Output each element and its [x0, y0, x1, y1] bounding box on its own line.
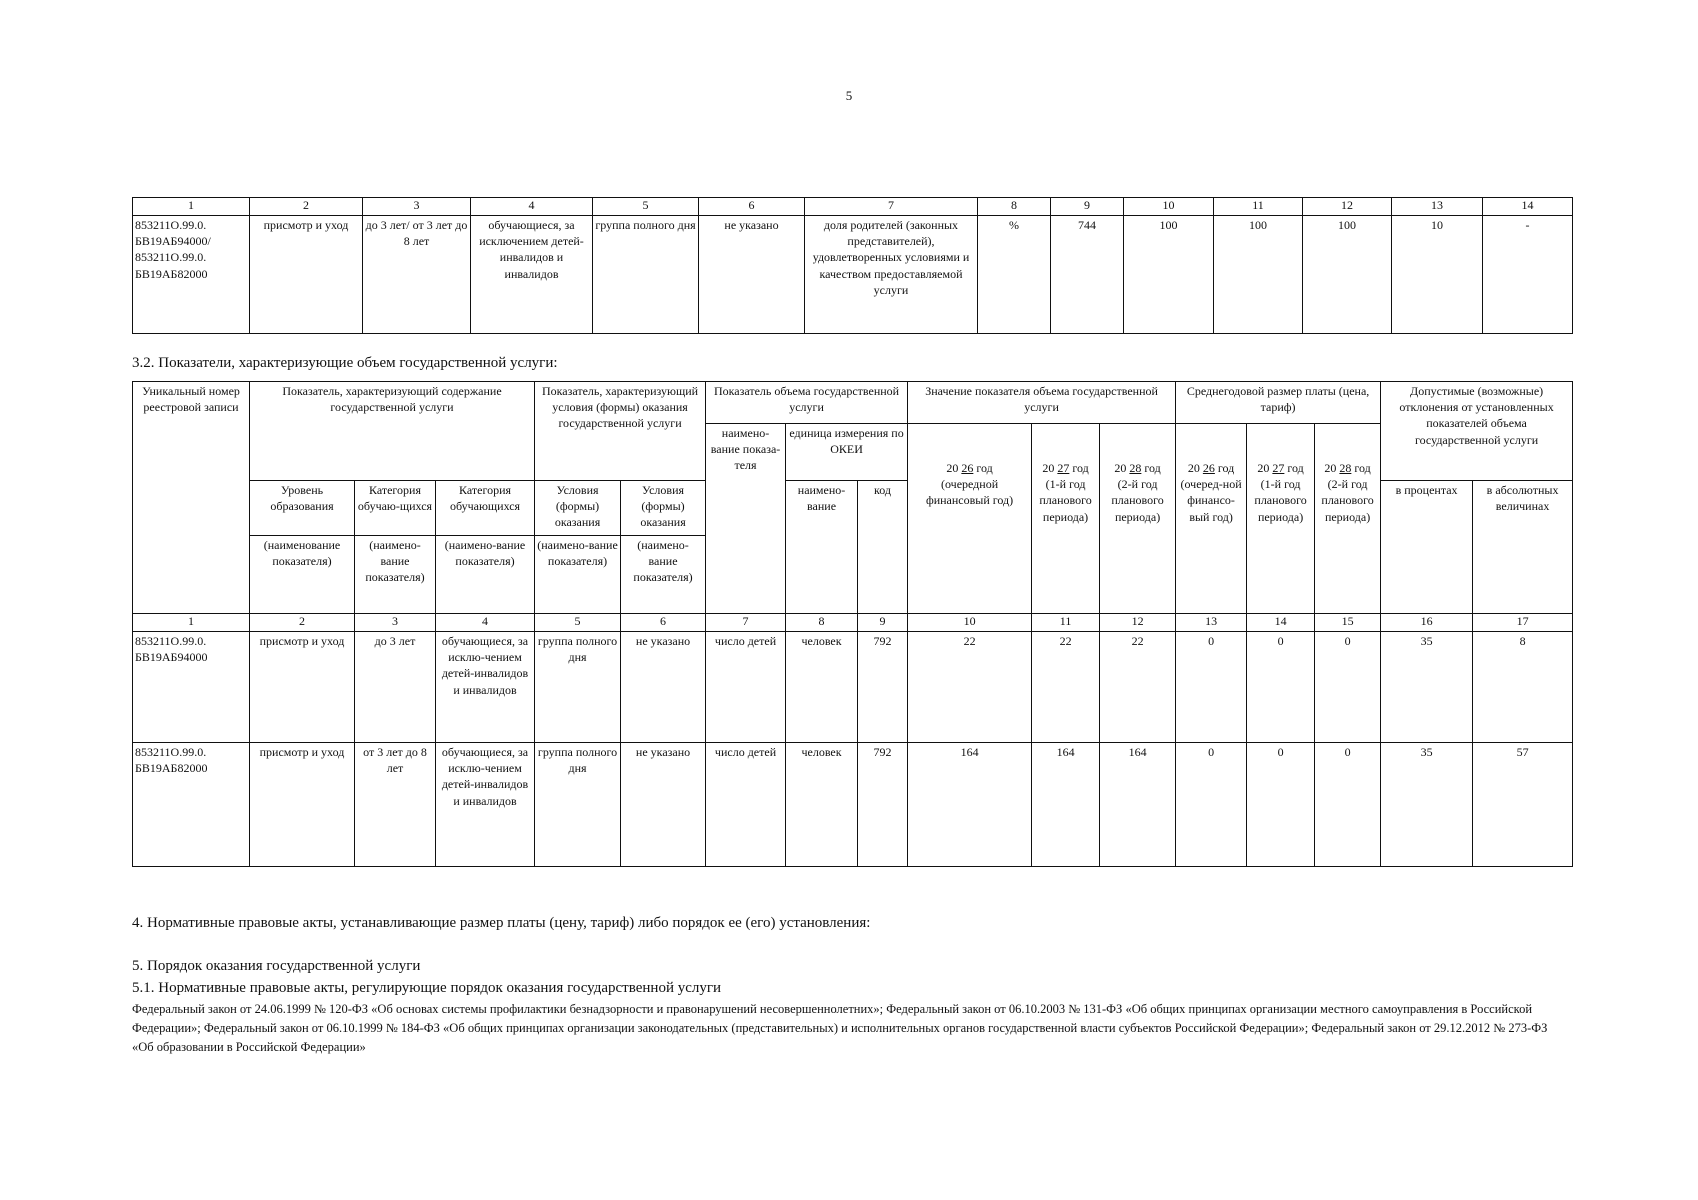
year-suffix: год [1069, 461, 1089, 475]
year-27: 27 [1057, 461, 1070, 475]
table-cell: обучающиеся, за исключением детей-инвалидов и инвалидов [471, 216, 593, 334]
column-number: 2 [250, 198, 363, 216]
table-cell: человек [786, 632, 858, 743]
table-cell: обучающиеся, за исклю-чением детей-инвалидов и инвалидов [436, 632, 535, 743]
year-prefix: 20 [1114, 461, 1127, 475]
table-cell: 0 [1247, 632, 1315, 743]
table-cell: 0 [1176, 743, 1247, 867]
column-number: 13 [1392, 198, 1483, 216]
table-cell: 100 [1124, 216, 1214, 334]
year-prefix: 20 [946, 461, 959, 475]
column-number: 8 [978, 198, 1051, 216]
column-number: 12 [1303, 198, 1392, 216]
column-number: 3 [355, 614, 436, 632]
year-suffix: год [973, 461, 993, 475]
column-number: 4 [471, 198, 593, 216]
header-param-name: (наименование показателя) [250, 536, 355, 614]
column-number: 15 [1315, 614, 1381, 632]
column-number: 2 [250, 614, 355, 632]
header-volume-indicator: Показатель объема государственной услуги [706, 382, 908, 424]
year-prefix: 20 [1257, 461, 1270, 475]
table-cell: не указано [621, 632, 706, 743]
column-number: 9 [858, 614, 908, 632]
year-suffix: год [1214, 461, 1235, 475]
table-cell: число детей [706, 743, 786, 867]
header-unit-code: код [858, 481, 908, 614]
table-cell: 164 [1032, 743, 1100, 867]
column-number: 9 [1051, 198, 1124, 216]
quality-indicators-table [132, 197, 1573, 334]
registry-number-cell: 853211О.99.0. БВ19АБ94000/ 853211О.99.0. БВ19АБ82000 [133, 216, 250, 334]
column-number: 10 [908, 614, 1032, 632]
year-prefix: 20 [1042, 461, 1055, 475]
section-5-1-heading: 5.1. Нормативные правовые акты, регулирующие порядок оказания государственной услуги [132, 980, 722, 996]
column-number: 5 [535, 614, 621, 632]
header-average-fee: Среднегодовой размер платы (цена, тариф) [1176, 382, 1381, 424]
header-value-year-3 [1100, 424, 1176, 614]
header-param-name: (наимено-вание показателя) [436, 536, 535, 614]
table-cell: обучающиеся, за исклю-чением детей-инвалидов и инвалидов [436, 743, 535, 867]
table-cell: 35 [1381, 743, 1473, 867]
year-prefix: 20 [1187, 461, 1200, 475]
section-5-heading: 5. Порядок оказания государственной услуги [132, 958, 421, 974]
column-number: 6 [621, 614, 706, 632]
header-volume-value: Значение показателя объема государственной услуги [908, 382, 1176, 424]
table-cell: 164 [1100, 743, 1176, 867]
table-cell: группа полного дня [593, 216, 699, 334]
table-cell: присмотр и уход [250, 216, 363, 334]
header-unique-number: Уникальный номер реестровой записи [133, 382, 250, 614]
table-cell: 35 [1381, 632, 1473, 743]
column-number: 1 [133, 614, 250, 632]
year-prefix: 20 [1324, 461, 1337, 475]
column-number: 5 [593, 198, 699, 216]
year-28: 28 [1129, 461, 1142, 475]
table-cell: от 3 лет до 8 лет [355, 743, 436, 867]
table-cell: присмотр и уход [250, 632, 355, 743]
table-cell: до 3 лет [355, 632, 436, 743]
table-cell: 744 [1051, 216, 1124, 334]
year-note: (2-й год планового периода) [1321, 477, 1374, 524]
year-26: 26 [1202, 461, 1215, 475]
header-fee-year-2 [1247, 424, 1315, 614]
table-cell: 792 [858, 632, 908, 743]
year-28: 28 [1339, 461, 1352, 475]
column-number: 14 [1483, 198, 1573, 216]
header-condition-2: Условия (формы) оказания [621, 481, 706, 536]
header-allowed-deviation: Допустимые (возможные) отклонения от установленных показателей объема государственной услуги [1381, 382, 1573, 481]
header-param-name: (наимено-вание показателя) [621, 536, 706, 614]
header-category-2: Категория обучающихся [436, 481, 535, 536]
table-cell: 57 [1473, 743, 1573, 867]
header-condition-1: Условия (формы) оказания [535, 481, 621, 536]
header-row-1 [133, 382, 1573, 424]
header-value-year-2 [1032, 424, 1100, 614]
table-cell: 0 [1315, 743, 1381, 867]
registry-number-cell: 853211О.99.0. БВ19АБ94000 [133, 632, 250, 743]
year-note: (очеред-ной финансо-вый год) [1180, 477, 1242, 524]
column-number: 17 [1473, 614, 1573, 632]
column-number: 7 [706, 614, 786, 632]
year-27: 27 [1272, 461, 1285, 475]
header-conditions-indicator: Показатель, характеризующий условия (формы) оказания государственной услуги [535, 382, 706, 481]
table-cell: группа полного дня [535, 632, 621, 743]
year-26: 26 [961, 461, 974, 475]
year-suffix: год [1141, 461, 1161, 475]
column-number: 1 [133, 198, 250, 216]
volume-indicators-table [132, 381, 1573, 867]
column-number: 7 [805, 198, 978, 216]
year-suffix: год [1351, 461, 1371, 475]
table-cell: число детей [706, 632, 786, 743]
legal-acts-text: Федеральный закон от 24.06.1999 № 120-ФЗ «Об основах системы профилактики безнадзорности и правонарушений несовершеннолетних»; Федеральный закон от 06.10.2003 № 131-ФЗ «Об общих принципах организации местного самоуправления в Российской Федерации»; Федеральный закон от 06.10.1999 № 184-ФЗ «Об общих принципах организации законодательных (представительных) и исполнительных органов государственной власти субъектов Российской Федерации»; Федеральный закон от 29.12.2012 № 273-ФЗ «Об образовании в Российской Федерации» [132, 1002, 1548, 1054]
table-cell: не указано [699, 216, 805, 334]
table-cell: 22 [1032, 632, 1100, 743]
header-deviation-absolute: в абсолютных величинах [1473, 481, 1573, 614]
header-param-name: (наимено-вание показателя) [535, 536, 621, 614]
column-number: 11 [1032, 614, 1100, 632]
table-row [133, 632, 1573, 743]
column-number: 16 [1381, 614, 1473, 632]
header-unit: единица измерения по ОКЕИ [786, 424, 908, 481]
table-cell: - [1483, 216, 1573, 334]
year-suffix: год [1284, 461, 1304, 475]
page-number: 5 [845, 88, 853, 103]
table-row [133, 216, 1573, 334]
table-cell: до 3 лет/ от 3 лет до 8 лет [363, 216, 471, 334]
header-fee-year-1 [1176, 424, 1247, 614]
column-number: 14 [1247, 614, 1315, 632]
header-deviation-percent: в процентах [1381, 481, 1473, 614]
table-cell: группа полного дня [535, 743, 621, 867]
registry-number-cell: 853211О.99.0. БВ19АБ82000 [133, 743, 250, 867]
section-3-2-heading: 3.2. Показатели, характеризующие объем государственной услуги: [132, 355, 558, 371]
table-cell: 22 [1100, 632, 1176, 743]
section-4-heading: 4. Нормативные правовые акты, устанавливающие размер платы (цену, тариф) либо порядок ее (его) установления: [132, 915, 871, 931]
column-number: 3 [363, 198, 471, 216]
table-cell: 100 [1214, 216, 1303, 334]
column-number: 8 [786, 614, 858, 632]
header-category-1: Категория обучаю-щихся [355, 481, 436, 536]
table-cell: человек [786, 743, 858, 867]
table-row [133, 743, 1573, 867]
table-cell: 22 [908, 632, 1032, 743]
column-number-row [133, 614, 1573, 632]
table-cell: % [978, 216, 1051, 334]
column-number: 4 [436, 614, 535, 632]
year-note: (2-й год планового периода) [1111, 477, 1164, 524]
column-number: 12 [1100, 614, 1176, 632]
header-indicator-name: наимено-вание показа-теля [706, 424, 786, 614]
header-param-name: (наимено-вание показателя) [355, 536, 436, 614]
table-cell: 10 [1392, 216, 1483, 334]
header-fee-year-3 [1315, 424, 1381, 614]
column-number-row [133, 198, 1573, 216]
year-note: (очередной финансовый год) [925, 477, 1014, 508]
table-cell: 0 [1247, 743, 1315, 867]
year-note: (1-й год планового периода) [1254, 477, 1307, 524]
table-cell: 0 [1315, 632, 1381, 743]
table-cell: 8 [1473, 632, 1573, 743]
column-number: 6 [699, 198, 805, 216]
header-value-year-1 [908, 424, 1032, 614]
table-cell: 792 [858, 743, 908, 867]
table-cell: 164 [908, 743, 1032, 867]
header-level: Уровень образования [250, 481, 355, 536]
column-number: 13 [1176, 614, 1247, 632]
table-cell: 100 [1303, 216, 1392, 334]
table-cell: не указано [621, 743, 706, 867]
header-unit-name: наимено-вание [786, 481, 858, 614]
header-content-indicator: Показатель, характеризующий содержание государственной услуги [250, 382, 535, 481]
column-number: 10 [1124, 198, 1214, 216]
table-cell: присмотр и уход [250, 743, 355, 867]
table-cell: 0 [1176, 632, 1247, 743]
table-cell: доля родителей (законных представителей), удовлетворенных условиями и качеством предоставляемой услуги [805, 216, 978, 334]
year-note: (1-й год планового периода) [1039, 477, 1092, 524]
column-number: 11 [1214, 198, 1303, 216]
